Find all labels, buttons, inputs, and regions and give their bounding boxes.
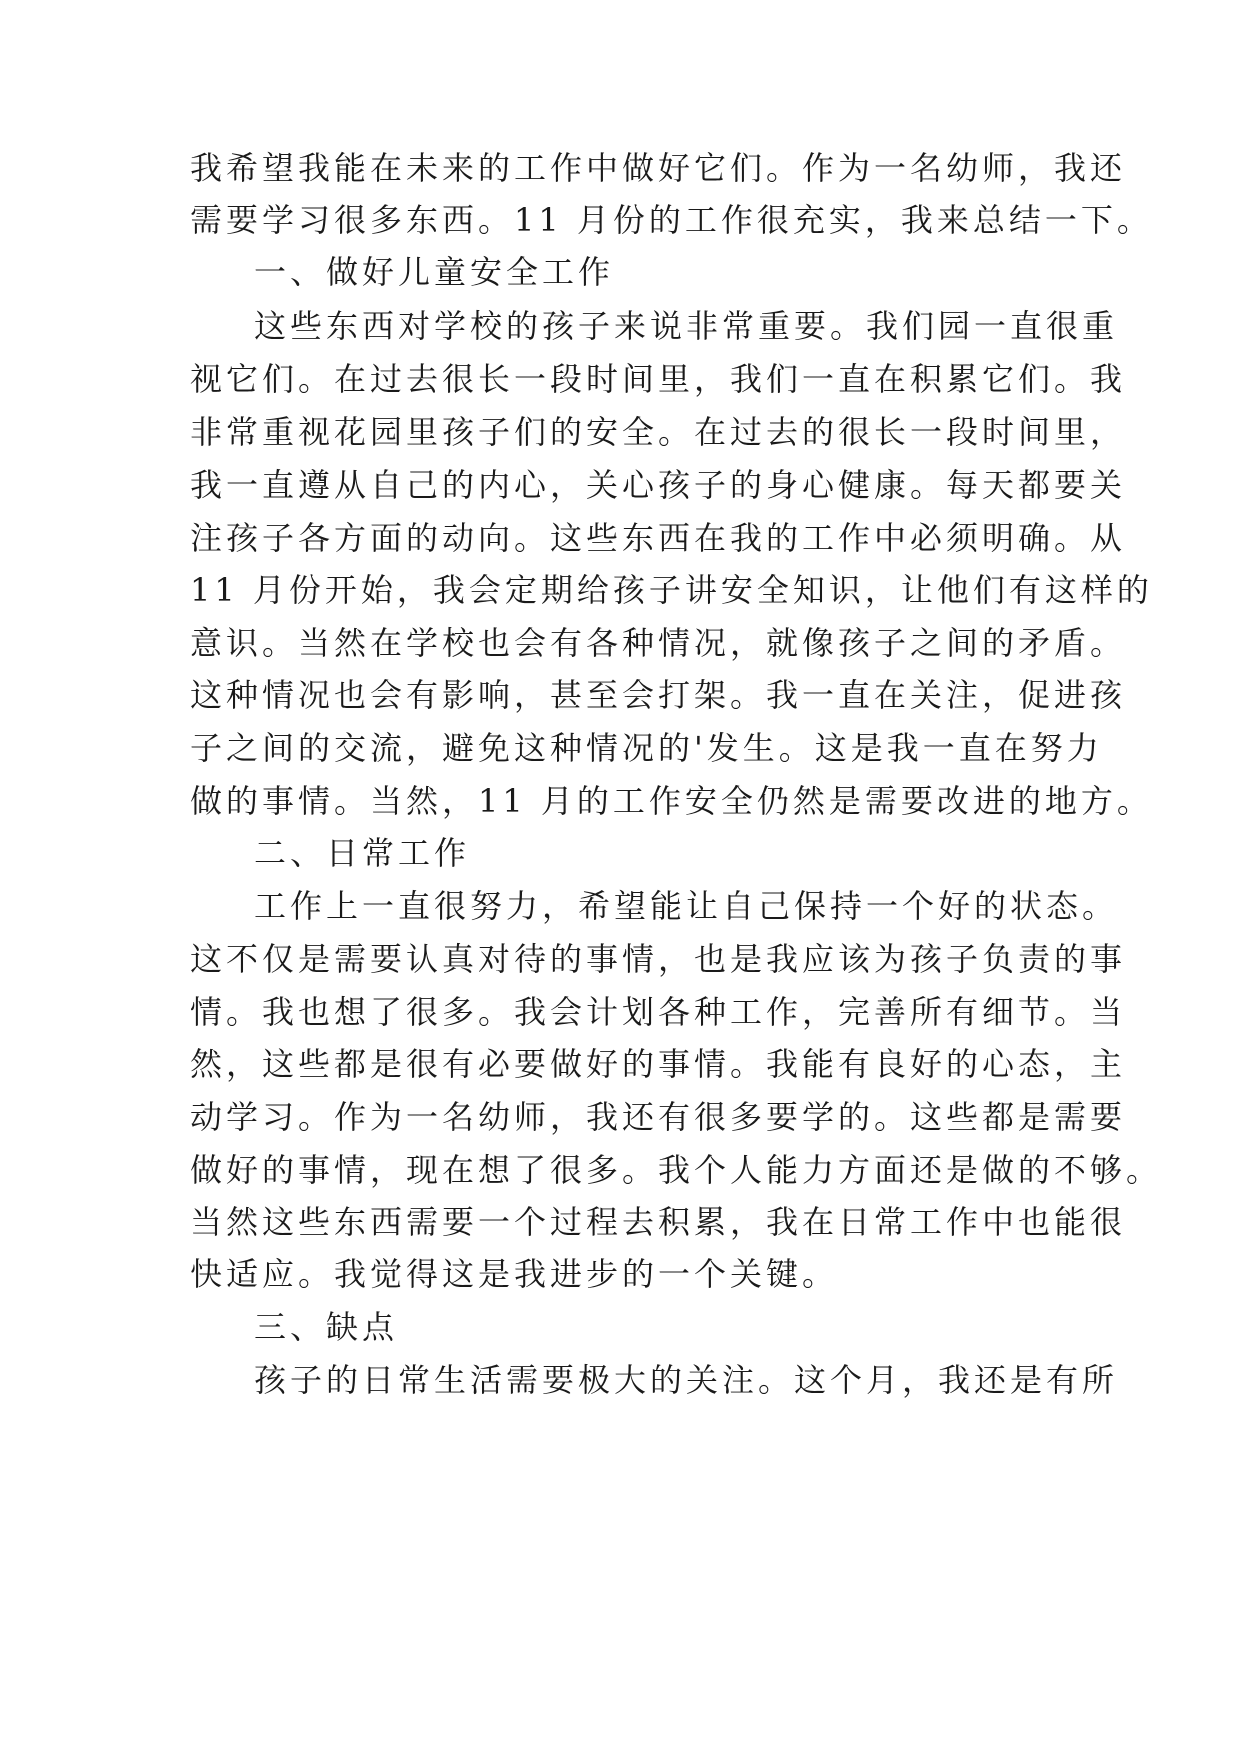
text-line: 子之间的交流，避免这种情况的'发生。这是我一直在努力 <box>190 729 1103 767</box>
text-line: 这些东西对学校的孩子来说非常重要。我们园一直很重 <box>254 307 1119 345</box>
text-line: 当然这些东西需要一个过程去积累，我在日常工作中也能很 <box>190 1203 1127 1241</box>
text-line: 情。我也想了很多。我会计划各种工作，完善所有细节。当 <box>190 993 1127 1031</box>
section-heading-shortcomings: 三、缺点 <box>254 1308 399 1346</box>
text-line: 做好的事情，现在想了很多。我个人能力方面还是做的不够。 <box>190 1151 1163 1189</box>
text-line: 这种情况也会有影响，甚至会打架。我一直在关注，促进孩 <box>190 676 1127 714</box>
text-line: 需要学习很多东西。11 月份的工作很充实，我来总结一下。 <box>190 201 1153 239</box>
text-line: 视它们。在过去很长一段时间里，我们一直在积累它们。我 <box>190 360 1127 398</box>
text-line: 动学习。作为一名幼师，我还有很多要学的。这些都是需要 <box>190 1098 1127 1136</box>
text-line: 注孩子各方面的动向。这些东西在我的工作中必须明确。从 <box>190 519 1127 557</box>
section-heading-safety: 一、做好儿童安全工作 <box>254 253 615 291</box>
text-line: 我一直遵从自己的内心，关心孩子的身心健康。每天都要关 <box>190 466 1127 504</box>
section-heading-daily-work: 二、日常工作 <box>254 834 471 872</box>
text-line: 意识。当然在学校也会有各种情况，就像孩子之间的矛盾。 <box>190 624 1127 662</box>
text-line: 工作上一直很努力，希望能让自己保持一个好的状态。 <box>254 887 1119 925</box>
text-line: 然，这些都是很有必要做好的事情。我能有良好的心态，主 <box>190 1045 1127 1083</box>
text-line: 我希望我能在未来的工作中做好它们。作为一名幼师，我还 <box>190 149 1127 187</box>
text-line: 快适应。我觉得这是我进步的一个关键。 <box>190 1255 839 1293</box>
text-line: 孩子的日常生活需要极大的关注。这个月，我还是有所 <box>254 1361 1119 1399</box>
text-line: 做的事情。当然，11 月的工作安全仍然是需要改进的地方。 <box>190 782 1153 820</box>
text-line: 11 月份开始，我会定期给孩子讲安全知识，让他们有这样的 <box>190 571 1153 609</box>
text-line: 这不仅是需要认真对待的事情，也是我应该为孩子负责的事 <box>190 940 1127 978</box>
text-line: 非常重视花园里孩子们的安全。在过去的很长一段时间里， <box>190 413 1127 451</box>
